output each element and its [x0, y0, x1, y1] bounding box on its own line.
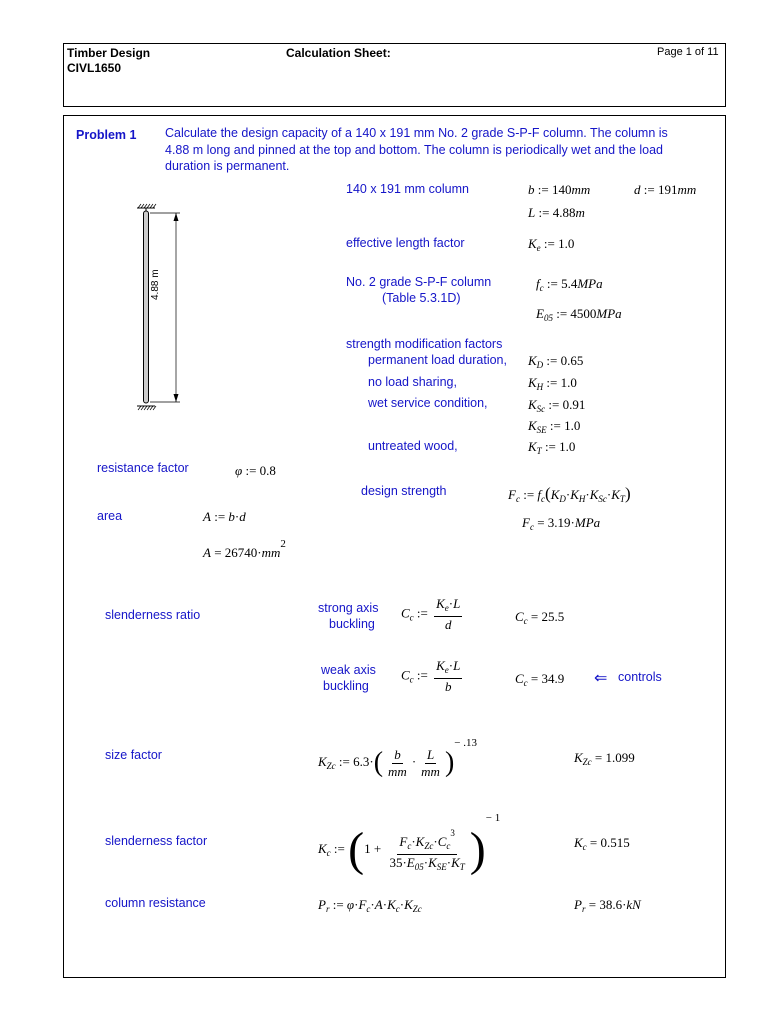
KSE-def: $K_{SE}$ := 1.0: [528, 418, 581, 435]
KH-def: $K_H$ := 1.0: [528, 375, 577, 392]
problem-label: Problem 1: [76, 128, 137, 142]
b-def: b := 140mm: [528, 182, 591, 197]
smf-label: strength modification factors: [346, 337, 503, 351]
E05-def: $E_{05}$ := 4500MPa: [536, 306, 622, 323]
no-load-sharing-label: no load sharing,: [368, 375, 457, 389]
controls-label: controls: [618, 670, 662, 684]
L-def: L := 4.88m: [528, 205, 585, 220]
course-code: CIVL1650: [67, 61, 122, 75]
problem-line-2: 4.88 m long and pinned at the top and bottom. The column is periodically wet and the load: [165, 143, 664, 157]
Kc-def: $K_c$ := (1 + $\frac{F_c\cdot K_{Zc}\cdot C_c^3}{35\cdot E_{05}\cdot K_{SE}\cdot K_T}$ )$^{- 1}$: [318, 812, 501, 877]
Kc-result: $K_c = 0.515$: [574, 835, 630, 852]
Pr-result: $P_r = 38.6\cdot kN$: [574, 897, 641, 914]
length-dimension-label: 4.88 m: [150, 269, 161, 300]
page-number: Page 1 of 11: [657, 46, 719, 58]
Cc-weak-def: $C_c$ := $\frac{K_e\cdot L}{b}$: [401, 658, 461, 694]
KZc-result: $K_{Zc} = 1.099$: [574, 750, 635, 767]
weak-buckling-label: buckling: [323, 679, 369, 693]
Cc-strong-def: $C_c$ := $\frac{K_e\cdot L}{d}$: [401, 596, 461, 632]
strong-axis-label: strong axis: [318, 601, 379, 615]
Cc-strong-result: $C_c = 25.5$: [515, 609, 565, 626]
effective-length-label: effective length factor: [346, 236, 465, 250]
table-label: (Table 5.3.1D): [382, 291, 461, 305]
resistance-factor-label: resistance factor: [97, 461, 189, 475]
design-strength-label: design strength: [361, 484, 447, 498]
Fc-result: $F_c = 3.19\cdot MPa$: [522, 515, 601, 532]
d-def: d := 191mm: [634, 182, 697, 197]
weak-axis-label: weak axis: [321, 663, 376, 677]
untreated-label: untreated wood,: [368, 439, 458, 453]
controls-arrow-icon: ⇐: [594, 670, 608, 687]
header-box: [63, 43, 726, 107]
slenderness-factor-label: slenderness factor: [105, 834, 208, 848]
grade-label: No. 2 grade S-P-F column: [346, 275, 492, 289]
wet-service-label: wet service condition,: [368, 396, 488, 410]
Pr-def: $P_r$ := $\varphi\cdot F_c\cdot A\cdot K_c\cdot K_{Zc}$: [318, 897, 422, 914]
slenderness-ratio-label: slenderness ratio: [105, 608, 201, 622]
permanent-label: permanent load duration,: [368, 353, 507, 367]
Ke-def: $K_e$ := 1.0: [528, 236, 575, 253]
course-title: Timber Design: [67, 46, 151, 60]
KZc-def: $K_{Zc}$ := 6.3·( $\frac{b}{mm}$ · $\frac{L}{mm}$ )$^{- .13}$: [318, 737, 477, 779]
A-def: A := b·d: [203, 509, 246, 524]
problem-line-1: Calculate the design capacity of a 140 x 191 mm No. 2 grade S-P-F column. The column is: [165, 126, 668, 140]
problem-line-3: duration is permanent.: [165, 159, 290, 173]
KSc-def: $K_{Sc}$ := 0.91: [528, 397, 586, 414]
KD-def: $K_D$ := 0.65: [528, 353, 584, 370]
sheet-title: Calculation Sheet:: [286, 46, 391, 60]
column-diagram: [120, 198, 190, 418]
KT-def: $K_T$ := 1.0: [528, 439, 576, 456]
column-resistance-label: column resistance: [105, 896, 206, 910]
A-result: $A = 26740\cdot mm^2$: [203, 538, 286, 560]
column-size-label: 140 x 191 mm column: [346, 182, 469, 196]
phi-def: φ := 0.8: [235, 463, 276, 478]
strong-buckling-label: buckling: [329, 617, 375, 631]
area-label: area: [97, 509, 123, 523]
fc-def: $f_c$ := 5.4MPa: [536, 276, 603, 293]
Cc-weak-result: $C_c = 34.9$: [515, 671, 565, 688]
size-factor-label: size factor: [105, 748, 162, 762]
Fc-def: $F_c$ := $f_c(K_D\cdot K_H\cdot K_{Sc}\cdot K_T)$: [508, 484, 631, 504]
